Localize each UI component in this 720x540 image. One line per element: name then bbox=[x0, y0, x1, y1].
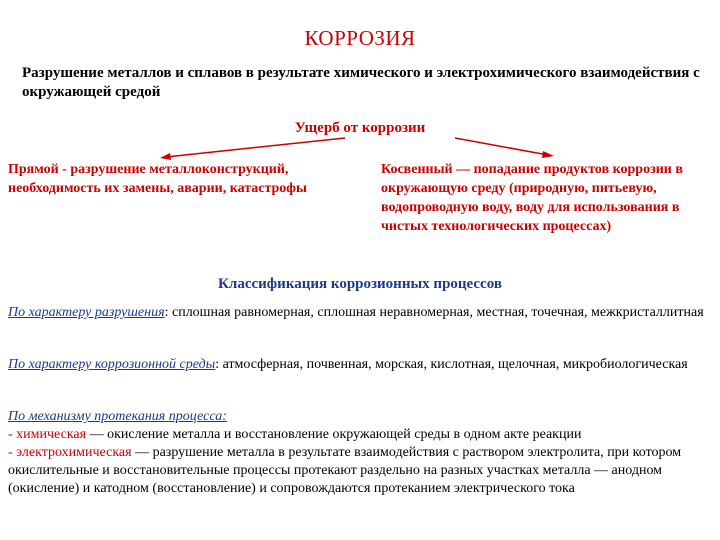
direct-damage: Прямой - разрушение металлоконструкций, необходимость их замены, аварии, катастрофы bbox=[8, 162, 307, 196]
indirect-damage: Косвенный — попадание продуктов коррозии в окружающую среду (природную, питьевую, водопроводную воду, воду для использования в чистых технологических процессах) bbox=[381, 162, 683, 234]
category-label: По характеру разрушения bbox=[8, 305, 165, 320]
arrow-right-line bbox=[455, 138, 548, 155]
classification-by-destruction bbox=[8, 304, 716, 322]
page-title: КОРРОЗИЯ bbox=[304, 26, 416, 50]
category-colon: : bbox=[164, 305, 169, 320]
category-label: По механизму протекания процесса: bbox=[8, 409, 227, 424]
category-text: сплошная равномерная, сплошная неравномерная, местная, точечная, межкристаллитная bbox=[168, 305, 704, 320]
chemical-term: - химическая bbox=[8, 427, 87, 442]
electrochemical-text: — разрушение металла в результате взаимодействия с раствором электролита, при котором окислительные и восстановительные процессы протекают раздельно на разных участках металла — анодном (окисление) и катодном (восстановление) и сопровождаются протеканием электрического тока bbox=[8, 445, 682, 496]
arrow-left-line bbox=[166, 138, 345, 157]
classification-by-mechanism bbox=[8, 408, 716, 498]
category-text: атмосферная, почвенная, морская, кислотная, щелочная, микробиологическая bbox=[219, 357, 688, 372]
arrow-right-head bbox=[542, 151, 554, 158]
electrochemical-corrosion bbox=[8, 444, 716, 498]
corrosion-definition: Разрушение металлов и сплавов в результате химического и электрохимического взаимодействия с окружающей средой bbox=[22, 65, 700, 100]
arrow-left-head bbox=[160, 153, 171, 160]
classification-heading: Классификация коррозионных процессов bbox=[218, 276, 502, 292]
chemical-text: — окисление металла и восстановление окружающей среды в одном акте реакции bbox=[86, 427, 582, 442]
chemical-corrosion bbox=[8, 426, 716, 444]
classification-by-environment bbox=[8, 356, 716, 374]
category-label: По характеру коррозионной среды bbox=[8, 357, 216, 372]
electrochemical-term: - электрохимическая bbox=[8, 445, 132, 460]
category-colon: : bbox=[215, 357, 220, 372]
damage-heading: Ущерб от коррозии bbox=[294, 120, 426, 136]
